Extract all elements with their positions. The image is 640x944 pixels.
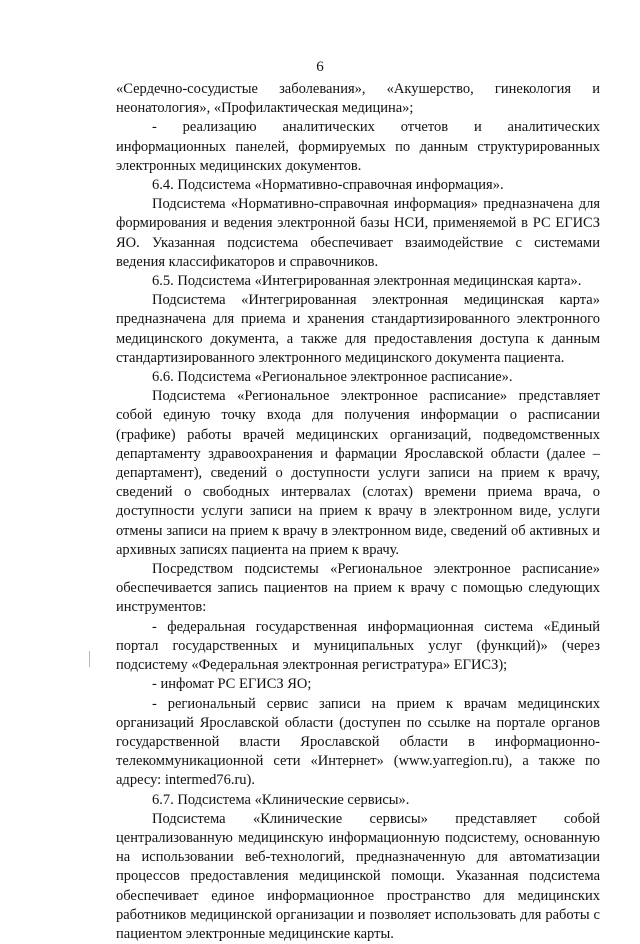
margin-mark xyxy=(89,651,90,667)
paragraph: Подсистема «Клинические сервисы» представляет собой централизованную медицинскую информационную подсистему, основанную на использовании веб-технологий, предназначенную для автоматизации процессов предоставления медицинской помощи. Указанная подсистема обеспечивает единое информационное пространство для медицинских работников медицинской организации и позволяет использовать для работы с пациентом электронные медицинские карты. xyxy=(116,810,600,942)
paragraph: 6.6. Подсистема «Региональное электронное расписание». xyxy=(152,369,513,386)
paragraph: Посредством подсистемы «Региональное электронное расписание» обеспечивается запись пациентов на прием к врачу с помощью следующих инструментов: xyxy=(116,561,600,616)
paragraph: Подсистема «Региональное электронное расписание» представляет собой единую точку входа для получения информации о расписании (графике) работы врачей медицинских организаций, подведомственных департаменту здравоохранения и фармации Ярославской области (далее – департамент), сведений о доступности услуги записи на прием к врачу, сведений о свободных интервалах (слотах) времени приема врача, о доступности услуги записи на прием к врачу в электронном виде, услуги отмены записи на прием к врачу в электронном виде, сведений об активных и архивных записях пациента на прием к врачу. xyxy=(116,388,600,558)
paragraph: - федеральная государственная информационная система «Единый портал государственных и муниципальных услуг (функций)» (через подсистему «Федеральная электронная регистратура» ЕГИСЗ); xyxy=(116,618,600,674)
paragraph: - инфомат РС ЕГИСЗ ЯО; xyxy=(152,676,312,693)
paragraph: «Сердечно-сосудистые заболевания», «Акушерство, гинекология и неонатология», «Профилактическая медицина»; xyxy=(116,81,600,117)
paragraph: 6.4. Подсистема «Нормативно-справочная информация». xyxy=(152,177,504,194)
page-number: 6 xyxy=(316,59,324,75)
paragraph: Подсистема «Интегрированная электронная медицинская карта» предназначена для приема и хранения стандартизированного электронного медицинского документа, а также для предоставления доступа к данным стандартизированного электронного медицинского документа пациента. xyxy=(116,292,600,366)
paragraph: - реализацию аналитических отчетов и аналитических информационных панелей, формируемых по данным структурированных электронных медицинских документов. xyxy=(116,119,600,174)
paragraph: - региональный сервис записи на прием к врачам медицинских организаций Ярославской области (доступен по ссылке на портале органов государственной власти Ярославской области в информационно-телекоммуникационной сети «Интернет» (www.yarregion.ru), а также по адресу: intermed76.ru). xyxy=(116,695,600,789)
paragraph: 6.7. Подсистема «Клинические сервисы». xyxy=(152,791,410,808)
document-body xyxy=(116,80,600,944)
paragraph: Подсистема «Нормативно-справочная информация» предназначена для формирования и ведения электронной базы НСИ, применяемой в РС ЕГИСЗ ЯО. Указанная подсистема обеспечивает взаимодействие с системами ведения классификаторов и справочников. xyxy=(116,196,600,270)
paragraph: 6.5. Подсистема «Интегрированная электронная медицинская карта». xyxy=(152,273,582,290)
